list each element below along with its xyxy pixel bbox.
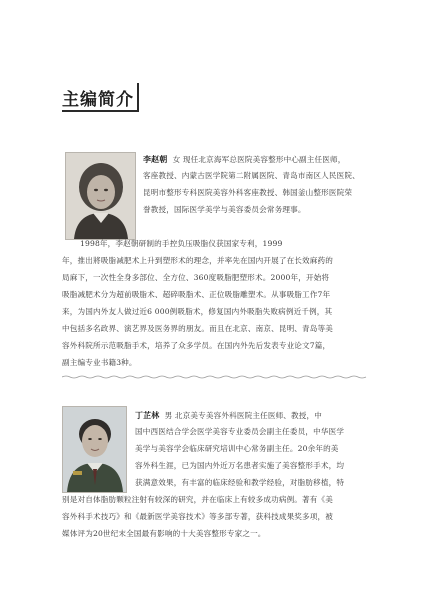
editor-1-intro-line: 誉教授，国际医学美学与美容委员会常务理事。 (143, 205, 306, 214)
editor-2-portrait (62, 406, 127, 493)
editor-2-body-line: 媒体评为20世纪末全国最有影响的十大美容整形专家之一。 (62, 529, 266, 538)
editor-1-name: 李赵朝 (143, 154, 168, 164)
section-heading (62, 83, 142, 113)
editor-2-name: 丁芷林 (135, 410, 160, 420)
editor-1-intro-line: 昆明市整形专科医院美容外科客座教授、韩国釜山整形医院荣 (143, 188, 353, 197)
heading-bracket-vertical (137, 83, 139, 111)
editor-2-intro-line: 国中西医结合学会医学美容专业委员会副主任委员，中华医学 (135, 427, 345, 436)
editor-2-body-line: 容外科手术技巧》和《最新医学美容技术》等多部专著，获科技成果奖多项，被 (62, 512, 334, 521)
editor-1-portrait (65, 152, 136, 240)
editor-1-intro-line: 客座教授、内蒙古医学院第二附属医院、青岛市南区人民医院、 (143, 171, 360, 180)
editor-1-body-line: 副主编专业书籍3种。 (62, 358, 137, 367)
editor-1-intro-line: 李赵朝 女 现任北京海军总医院美容整形中心副主任医师， (143, 154, 346, 164)
editor-2-intro-line: 容外科生涯，已为国内外近万名患者实施了美容整形手术，均 (135, 461, 345, 470)
editor-1-body-line: 年，推出將吸脂减肥术上升到塑形术的理念，并率先在国内开展了在长效麻药的 (62, 256, 334, 265)
editor-1-body-line: 容外科院所示范吸脂手术，培养了众多学员。在国内外先后发表专业论文7篇， (62, 341, 331, 350)
editor-1-body-line: 1998年，李赵朝研制的手控负压吸脂仪获国家专利，1999 (80, 239, 283, 248)
editor-1-body-line: 吸脂减肥术分为超前吸脂术、超碎吸脂术、正位吸脂雕塑术。从事吸脂工作7年 (62, 290, 331, 299)
editor-2-intro-line: 丁芷林 男 北京美专美容外科医院主任医师、教授，中 (135, 410, 323, 420)
heading-text: 主编简介 (62, 90, 134, 110)
section-divider (62, 375, 368, 379)
editor-1-body-line: 中包括多名政界、演艺界及医务界的朋友。而且在北京、南京、昆明、青岛等美 (62, 324, 334, 333)
editor-2-intro-line: 美学与美容学会临床研究培训中心常务副主任。20余年的美 (135, 444, 339, 453)
editor-2-intro-line: 获满意效果，有丰富的临床经验和教学经验，对脂肪移植，特 (135, 478, 345, 487)
heading-bracket-horizontal (62, 110, 139, 112)
editor-2-body-line: 别是对自体脂肪颗粒注射有较深的研究，并在临床上有较多成功病例。著有《美 (62, 495, 334, 504)
editor-1-body-line: 来，为国内外友人做过近6 000例吸脂术，修复国内外吸脂失败病例近千例，其 (62, 307, 333, 316)
editor-1-body-line: 局麻下，一次性全身多部位、全方位、360度吸脂肥塑形术。2000年，开始将 (62, 273, 330, 282)
